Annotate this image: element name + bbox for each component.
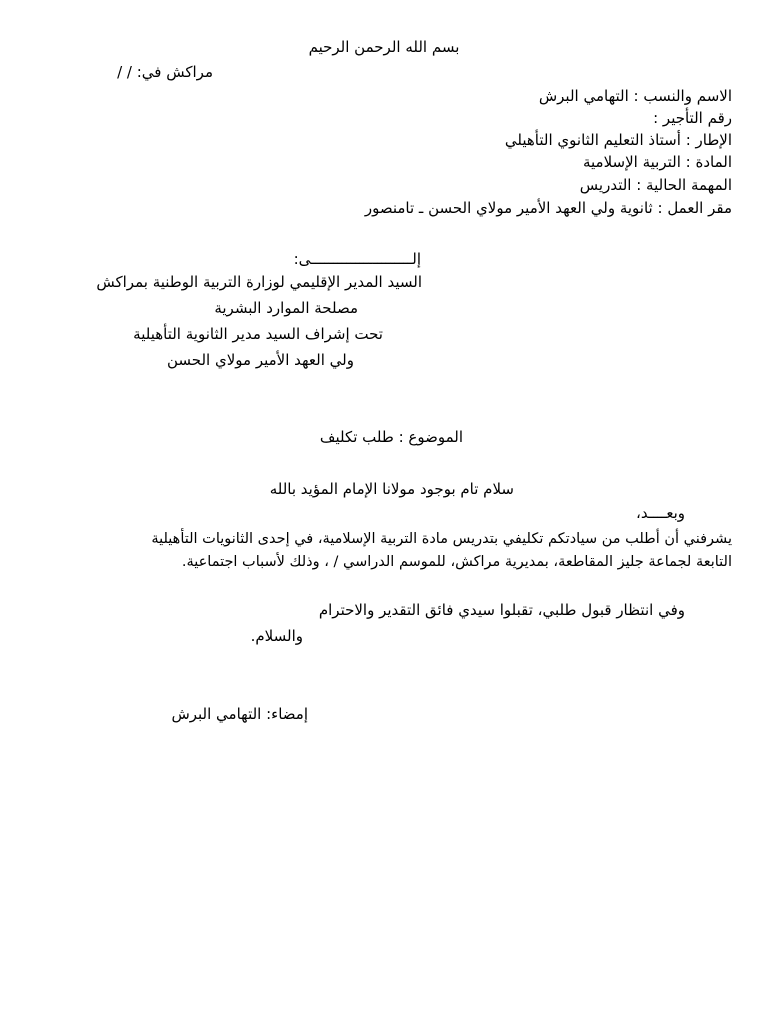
- sender-name: الاسم والنسب : التهامي البرش: [538, 87, 732, 105]
- sender-subject: المادة : التربية الإسلامية: [582, 153, 732, 171]
- greeting: سلام تام بوجود مولانا الإمام المؤيد بالله: [269, 480, 514, 498]
- body-line1: يشرفني أن أطلب من سيادتكم تكليفي بتدريس مادة التربية الإسلامية، في إحدى الثانويات التأهيلية: [151, 531, 732, 547]
- body-line2: التابعة لجماعة جليز المقاطعة، بمديرية مراكش، للموسم الدراسي / ، وذلك لأسباب اجتماعية.: [181, 554, 732, 570]
- closing-line1: وفي انتظار قبول طلبي، تقبلوا سيدي فائق التقدير والاحترام: [318, 601, 685, 619]
- sender-workplace: مقر العمل : ثانوية ولي العهد الأمير مولاي الحسن ـ تامنصور: [364, 199, 732, 217]
- recipient-to-label: إلـــــــــــــــــــــــى:: [293, 250, 421, 268]
- recipient-line2: مصلحة الموارد البشرية: [214, 299, 358, 317]
- after-greeting: وبعــــد،: [636, 504, 685, 522]
- recipient-line3: تحت إشراف السيد مدير الثانوية التأهيلية: [133, 325, 383, 343]
- sender-frame: الإطار : أستاذ التعليم الثانوي التأهيلي: [504, 131, 732, 149]
- subject-line: الموضوع : طلب تكليف: [319, 428, 463, 446]
- basmala: بسم الله الرحمن الرحيم: [308, 38, 460, 56]
- recipient-line4: ولي العهد الأمير مولاي الحسن: [166, 351, 354, 369]
- place-date: مراكش في: / /: [117, 63, 213, 81]
- sender-current-task: المهمة الحالية : التدريس: [579, 176, 732, 194]
- signature: إمضاء: التهامي البرش: [171, 705, 308, 723]
- sender-rank: رقم التأجير :: [653, 109, 732, 127]
- closing-line2: والسلام.: [250, 627, 303, 645]
- recipient-line1: السيد المدير الإقليمي لوزارة التربية الوطنية بمراكش: [96, 273, 422, 291]
